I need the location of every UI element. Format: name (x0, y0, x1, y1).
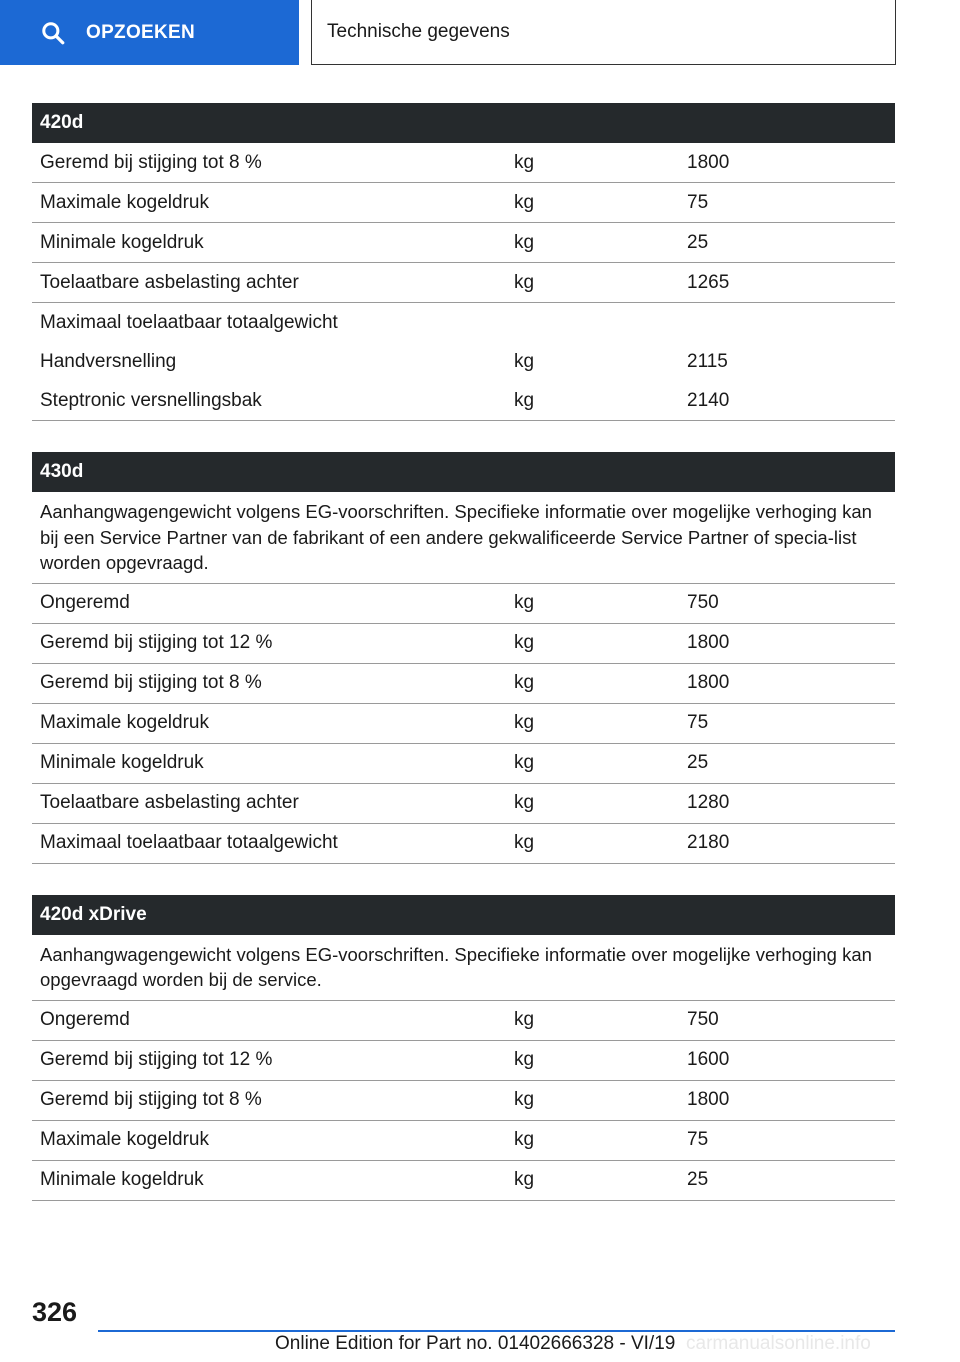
spec-section (32, 103, 895, 421)
table-row (32, 1001, 895, 1041)
row-unit: kg (514, 712, 535, 733)
row-label: Geremd bij stijging tot 8 % (40, 151, 262, 173)
footer-divider (98, 1330, 895, 1332)
row-unit: kg (514, 1129, 535, 1150)
row-label: Geremd bij stijging tot 12 % (40, 632, 273, 653)
row-value: 1800 (687, 672, 730, 693)
row-unit: kg (514, 350, 535, 372)
row-unit: kg (514, 271, 535, 293)
table-row (32, 784, 895, 824)
table-row (32, 223, 895, 263)
table-row (32, 744, 895, 784)
row-value: 2115 (687, 350, 728, 372)
row-unit: kg (514, 1089, 535, 1110)
row-unit: kg (514, 632, 535, 653)
table-row (32, 624, 895, 664)
search-button[interactable] (0, 0, 299, 65)
table-row (32, 664, 895, 704)
row-value: 750 (687, 1009, 719, 1030)
row-value: 1600 (687, 1049, 730, 1070)
page-number: 326 (32, 1297, 78, 1327)
row-label: Toelaatbare asbelasting achter (40, 271, 299, 293)
table-row (32, 584, 895, 624)
row-label: Geremd bij stijging tot 8 % (40, 672, 262, 693)
row-value: 1280 (687, 792, 730, 813)
row-label: Ongeremd (40, 592, 130, 613)
table-row (32, 143, 895, 183)
table-row (32, 1121, 895, 1161)
table-row (32, 303, 895, 342)
watermark: carmanualsonline.info (686, 1333, 871, 1354)
chapter-title-box (311, 0, 896, 65)
table-row (32, 183, 895, 223)
table-row (32, 704, 895, 744)
table-row (32, 263, 895, 303)
table-row (32, 824, 895, 864)
row-value: 25 (687, 231, 709, 253)
row-label: Steptronic versnellingsbak (40, 389, 262, 411)
row-label: Maximaal toelaatbaar totaalgewicht (40, 832, 338, 853)
row-label: Toelaatbare asbelasting achter (40, 792, 299, 813)
row-unit: kg (514, 832, 535, 853)
row-unit: kg (514, 792, 535, 813)
table-row (32, 381, 895, 421)
row-unit: kg (514, 389, 535, 411)
section-description: Aanhangwagengewicht volgens EG-voorschriften. Specifieke informatie over mogelijke verhoging kan bij een Service Partner van de fabrikant of een andere gekwalificeerde Service Partner of specia-list worden opgevraagd. (32, 492, 895, 584)
row-label: Minimale kogeldruk (40, 1169, 204, 1190)
chapter-title: Technische gegevens (327, 21, 510, 42)
row-value: 1265 (687, 271, 730, 293)
section-description: Aanhangwagengewicht volgens EG-voorschriften. Specifieke informatie over mogelijke verhoging kan opgevraagd worden bij de service. (32, 935, 895, 1001)
spec-tables (32, 103, 895, 1232)
row-value: 75 (687, 191, 709, 213)
row-label: Maximale kogeldruk (40, 191, 209, 213)
row-unit: kg (514, 1009, 535, 1030)
row-unit: kg (514, 672, 535, 693)
row-unit: kg (514, 592, 535, 613)
row-value: 1800 (687, 1089, 730, 1110)
row-value: 1800 (687, 151, 730, 173)
row-value: 25 (687, 1169, 709, 1190)
row-value: 75 (687, 1129, 709, 1150)
row-value: 2140 (687, 389, 730, 411)
section-title: 420d xDrive (32, 895, 895, 935)
table-row (32, 1081, 895, 1121)
edition-text: Online Edition for Part no. 01402666328 - VI/19 (275, 1333, 676, 1354)
table-row (32, 1161, 895, 1201)
spec-section (32, 895, 895, 1201)
search-label: OPZOEKEN (86, 21, 196, 43)
row-label: Geremd bij stijging tot 8 % (40, 1089, 262, 1110)
row-unit: kg (514, 1169, 535, 1190)
row-unit: kg (514, 191, 535, 213)
row-unit: kg (514, 151, 535, 173)
row-label: Ongeremd (40, 1009, 130, 1030)
row-value: 2180 (687, 832, 730, 853)
row-value: 1800 (687, 632, 730, 653)
spec-section (32, 452, 895, 864)
section-title: 430d (32, 452, 895, 492)
row-label: Maximale kogeldruk (40, 712, 209, 733)
table-row (32, 342, 895, 381)
row-label: Maximale kogeldruk (40, 1129, 209, 1150)
section-title: 420d (32, 103, 895, 143)
row-value: 25 (687, 752, 709, 773)
row-unit: kg (514, 752, 535, 773)
row-value: 75 (687, 712, 709, 733)
row-value: 750 (687, 592, 719, 613)
row-label: Geremd bij stijging tot 12 % (40, 1049, 273, 1070)
row-label: Handversnelling (40, 350, 177, 372)
table-row (32, 1041, 895, 1081)
row-label: Minimale kogeldruk (40, 231, 204, 253)
search-icon (40, 20, 66, 46)
row-label: Minimale kogeldruk (40, 752, 204, 773)
row-unit: kg (514, 231, 535, 253)
row-unit: kg (514, 1049, 535, 1070)
row-label: Maximaal toelaatbaar totaalgewicht (40, 311, 338, 333)
